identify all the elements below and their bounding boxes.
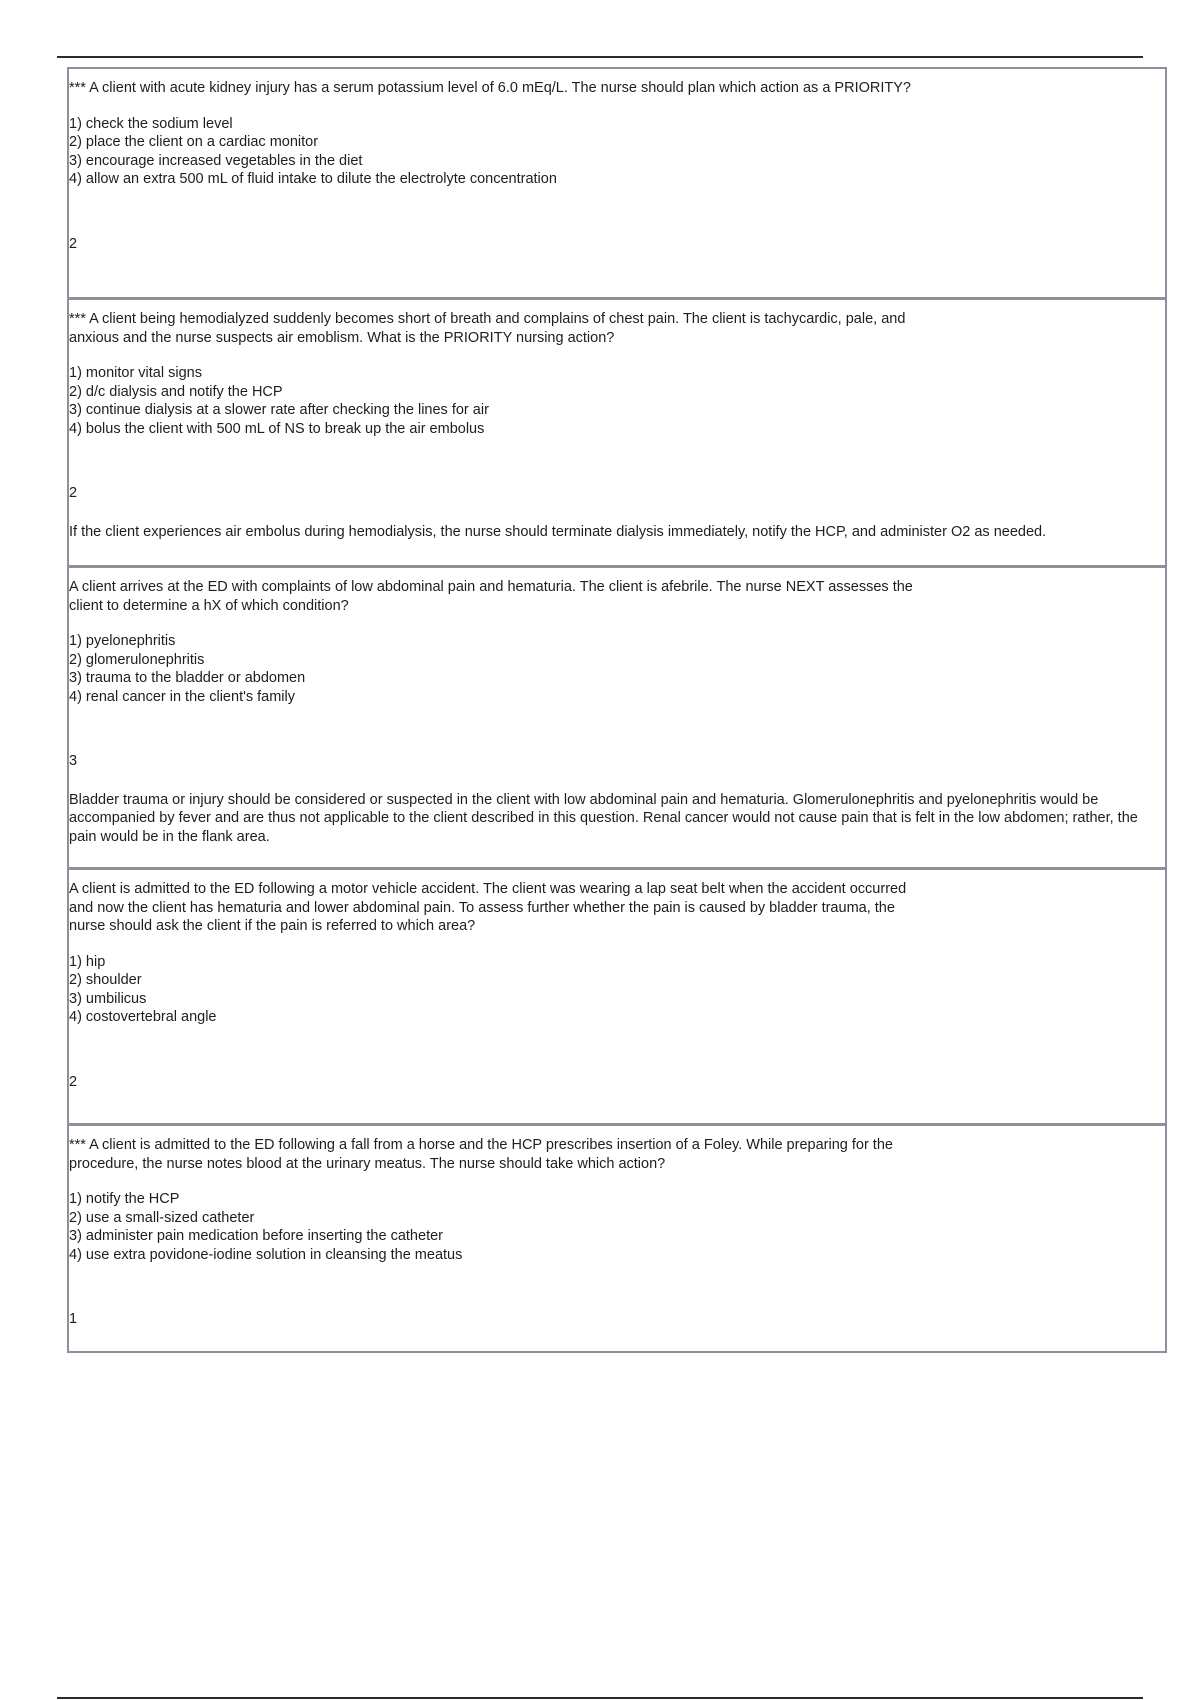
option: 1) notify the HCP — [69, 1191, 180, 1207]
question-text: *** A client is admitted to the ED following a fall from a horse and the HCP prescribes insertion of a Foley. While preparing for the procedure, the nurse notes blood at the urinary meatus. The nurse should take which action? — [69, 1137, 893, 1172]
option-list — [69, 953, 1155, 1027]
answer: 2 — [69, 485, 78, 501]
option: 3) administer pain medication before inserting the catheter — [69, 1228, 443, 1244]
option: 3) umbilicus — [69, 990, 147, 1007]
option-list — [69, 364, 1155, 438]
question-text: A client arrives at the ED with complaints of low abdominal pain and hematuria. The client is afebrile. The nurse NEXT assesses the client to determine a hX of which condition? — [69, 579, 913, 614]
option: 4) bolus the client with 500 mL of NS to break up the air embolus — [69, 420, 485, 437]
option: 1) pyelonephritis — [69, 633, 176, 649]
option: 2) glomerulonephritis — [69, 651, 205, 668]
explanation: If the client experiences air embolus during hemodialysis, the nurse should terminate dialysis immediately, notify the HCP, and administer O2 as needed. — [69, 523, 1047, 540]
header-rule — [57, 56, 1143, 58]
option-list — [69, 632, 1155, 706]
option: 3) encourage increased vegetables in the diet — [69, 152, 363, 169]
option: 2) use a small-sized catheter — [69, 1209, 255, 1226]
option: 2) d/c dialysis and notify the HCP — [69, 383, 283, 400]
question-card — [69, 867, 1165, 1123]
question-text: A client is admitted to the ED following a motor vehicle accident. The client was wearing a lap seat belt when the accident occurred and now the client has hematuria and lower abdominal pain. To assess further whether the pain is caused by bladder trauma, the nurse should ask the client if the pain is referred to which area? — [69, 881, 907, 934]
question-card — [69, 1123, 1165, 1351]
option: 4) costovertebral angle — [69, 1009, 217, 1025]
question-card — [69, 565, 1165, 867]
answer: 1 — [69, 1311, 78, 1327]
option: 1) check the sodium level — [69, 115, 233, 132]
question-card — [69, 69, 1165, 297]
option-list — [69, 1190, 1155, 1264]
answer: 2 — [69, 1073, 78, 1090]
option: 4) allow an extra 500 mL of fluid intake to dilute the electrolyte concentration — [69, 171, 557, 187]
question-text: *** A client with acute kidney injury has a serum potassium level of 6.0 mEq/L. The nurse should plan which action as a PRIORITY? — [69, 80, 911, 96]
explanation: Bladder trauma or injury should be considered or suspected in the client with low abdominal pain and hematuria. Glomerulonephritis and pyelonephritis would be accompanied by fever and are thus not applicable to the client described in this question. Renal cancer would not cause pain that is felt in the low abdomen; rather, the pain would be in the flank area. — [69, 791, 1138, 845]
option: 2) shoulder — [69, 972, 142, 988]
option: 1) monitor vital signs — [69, 365, 202, 381]
question-table — [67, 67, 1167, 1353]
question-card — [69, 297, 1165, 565]
question-text: *** A client being hemodialyzed suddenly becomes short of breath and complains of chest pain. The client is tachycardic, pale, and anxious and the nurse suspects air emoblism. What is the PRIORITY nursing action? — [69, 311, 906, 346]
option: 4) use extra povidone-iodine solution in cleansing the meatus — [69, 1246, 463, 1263]
answer: 3 — [69, 753, 78, 769]
option-list — [69, 115, 1155, 189]
option: 3) continue dialysis at a slower rate after checking the lines for air — [69, 402, 489, 418]
option: 1) hip — [69, 953, 106, 970]
footer-rule — [57, 1697, 1143, 1699]
option: 4) renal cancer in the client's family — [69, 688, 296, 705]
option: 3) trauma to the bladder or abdomen — [69, 670, 306, 686]
answer: 2 — [69, 235, 78, 252]
option: 2) place the client on a cardiac monitor — [69, 134, 319, 150]
